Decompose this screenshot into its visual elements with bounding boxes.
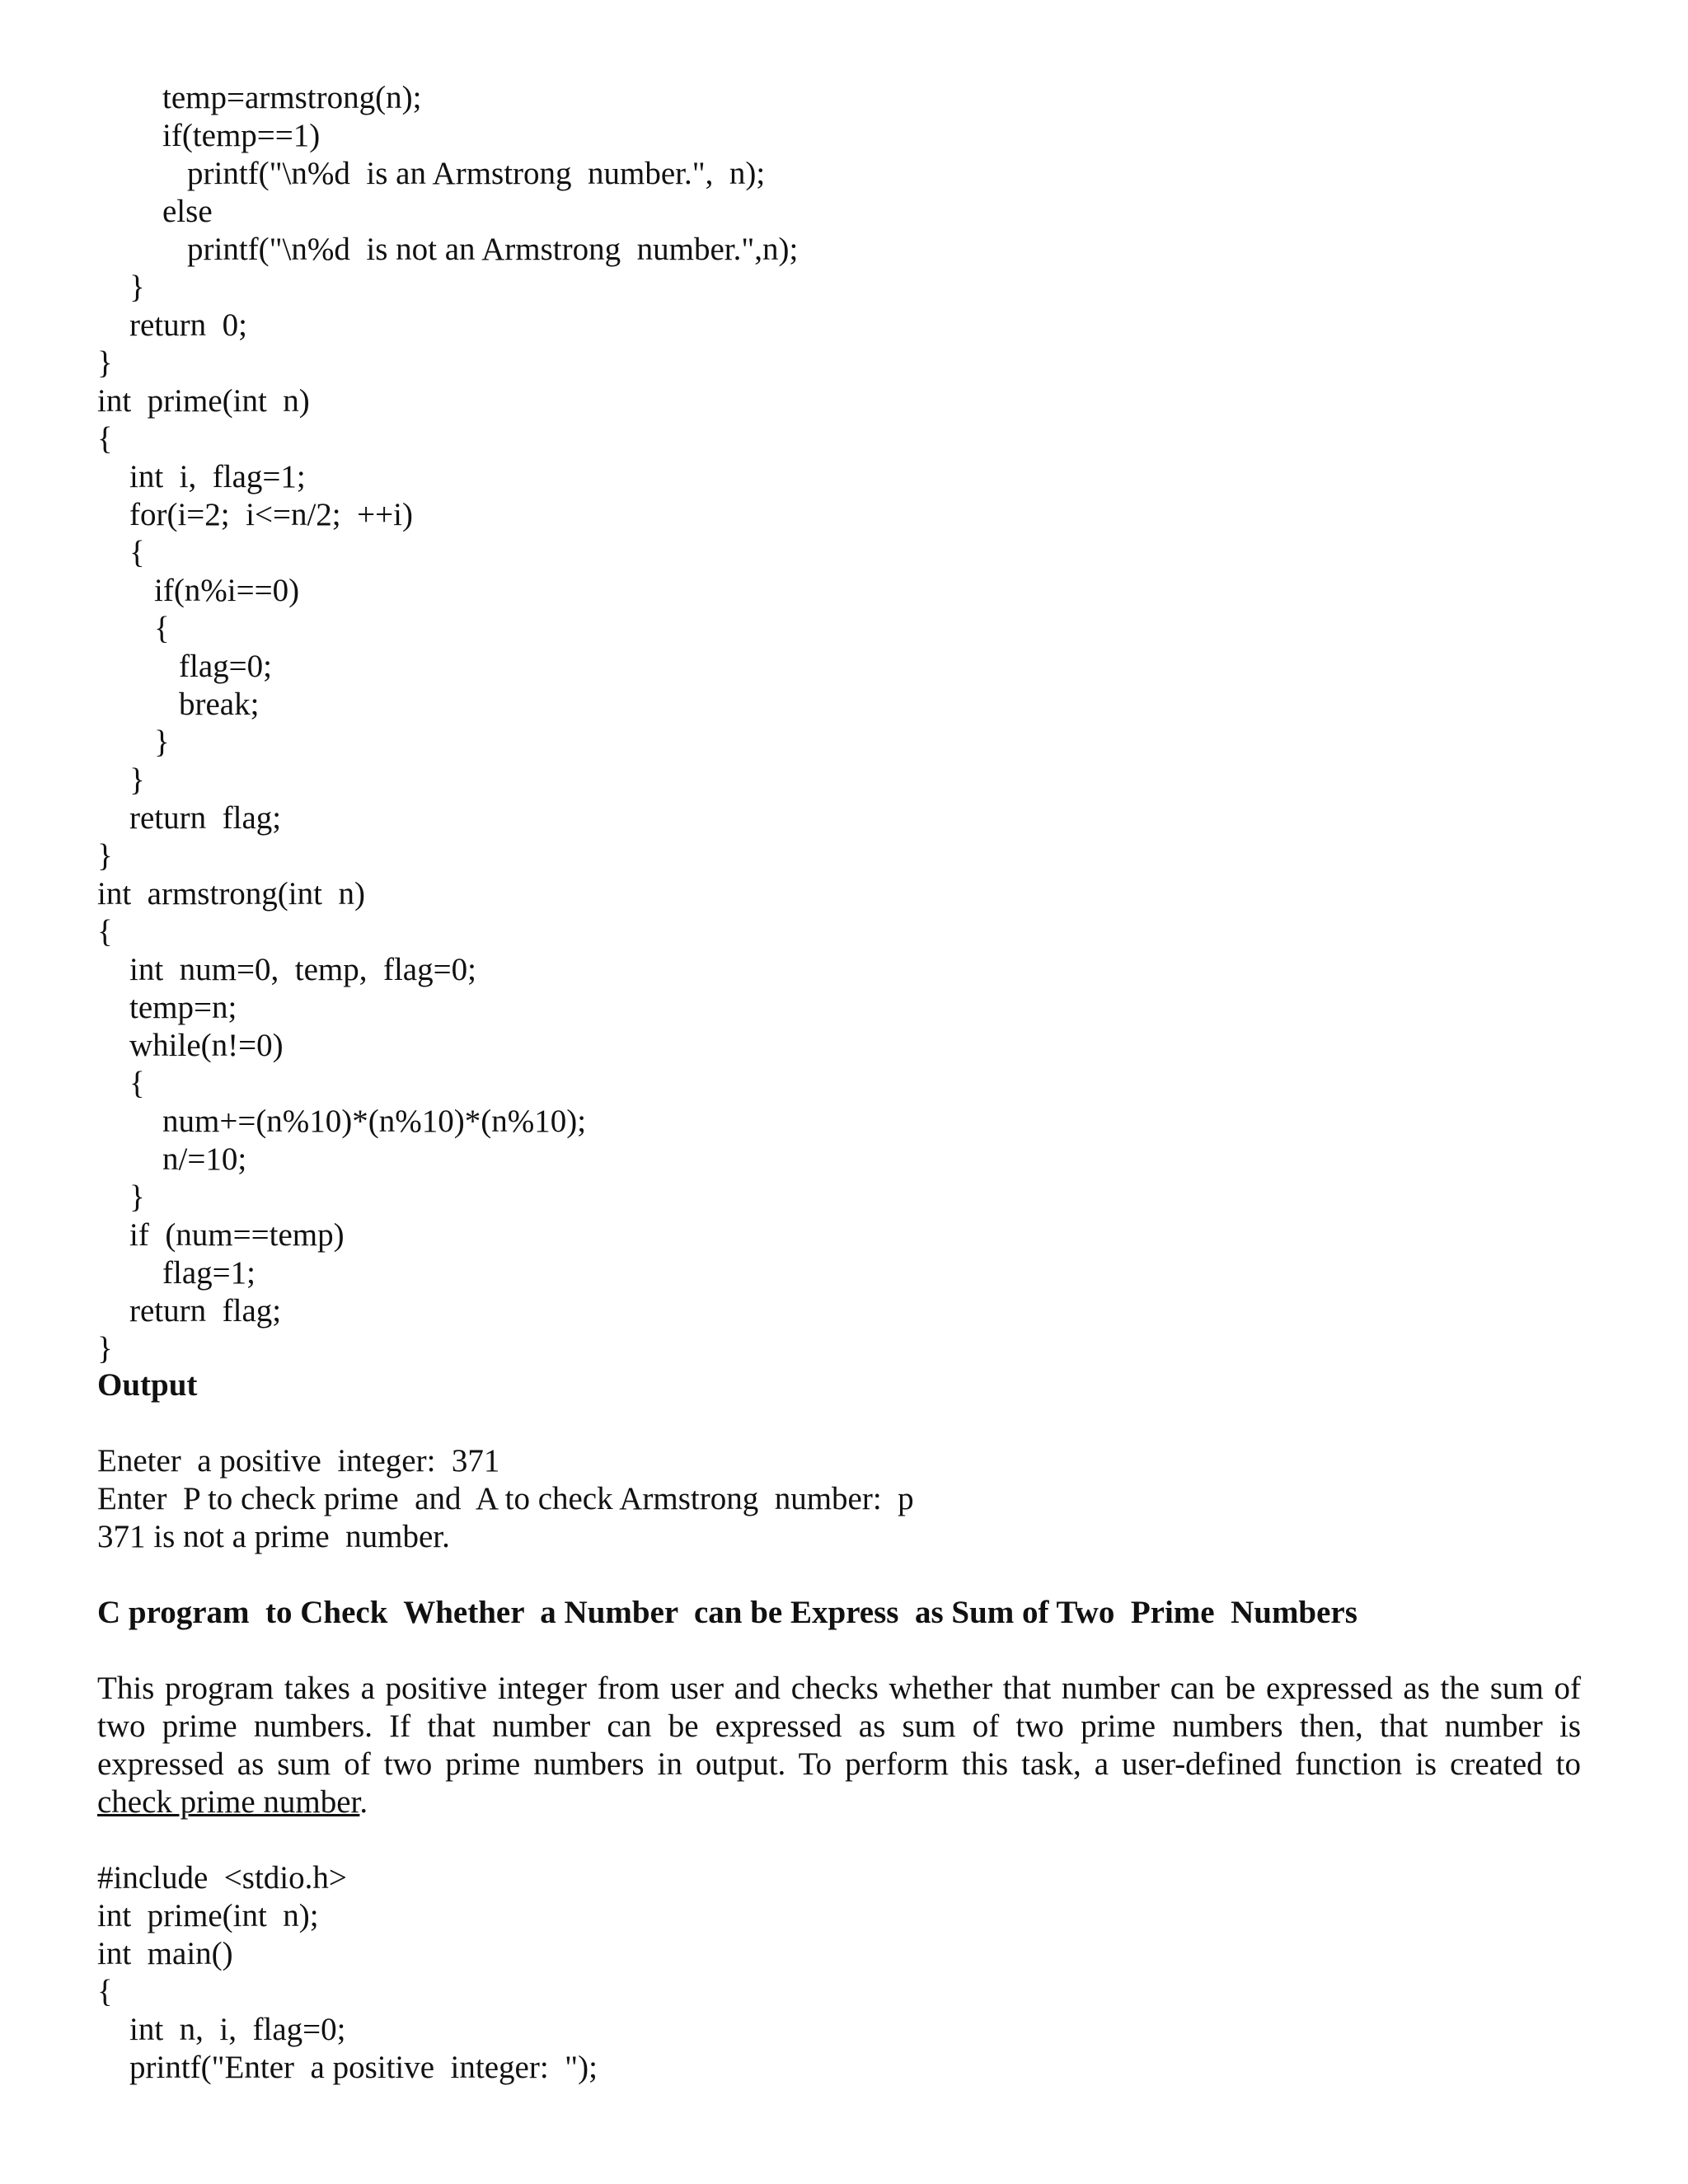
code-line: } (129, 269, 145, 305)
section-heading: C program to Check Whether a Number can be Express as Sum of Two Prime Numbers (97, 1595, 1357, 1630)
code-line: { (97, 1974, 113, 2009)
code-line: { (129, 1066, 145, 1101)
description-paragraph (97, 1670, 1581, 1821)
code-line: } (97, 345, 113, 381)
code-line: int num=0, temp, flag=0; (129, 952, 476, 987)
output-line: 371 is not a prime number. (97, 1519, 450, 1554)
output-line: Eneter a positive integer: 371 (97, 1443, 500, 1479)
code-line: int prime(int n); (97, 1898, 319, 1933)
code-line: return 0; (129, 307, 247, 343)
code-line: n/=10; (162, 1141, 247, 1177)
code-line: break; (179, 687, 260, 722)
code-line: } (129, 1179, 145, 1215)
check-prime-number-link[interactable]: check prime number (97, 1784, 360, 1820)
paragraph-line (97, 1783, 1581, 1821)
paragraph-end: . (359, 1784, 368, 1820)
code-line: int prime(int n) (97, 383, 310, 419)
paragraph-line: This program takes a positive integer from user and checks whether that number can be expressed as the sum of (97, 1671, 1581, 1706)
code-line: temp=n; (129, 990, 237, 1025)
code-line: int armstrong(int n) (97, 876, 365, 912)
code-line: num+=(n%10)*(n%10)*(n%10); (162, 1104, 587, 1139)
code-line: for(i=2; i<=n/2; ++i) (129, 497, 413, 532)
code-line: if (num==temp) (129, 1217, 345, 1253)
code-line: if(n%i==0) (154, 573, 300, 608)
paragraph-line: two prime numbers. If that number can be expressed as sum of two prime numbers then, that number is (97, 1708, 1581, 1744)
code-line: printf("\n%d is an Armstrong number.", n); (187, 156, 766, 191)
code-line: { (154, 611, 170, 646)
code-line: if(temp==1) (162, 118, 321, 153)
code-line: #include <stdio.h> (97, 1860, 347, 1896)
code-line: { (97, 914, 113, 949)
code-line: while(n!=0) (129, 1028, 284, 1063)
code-line: } (129, 762, 145, 798)
code-line: int i, flag=1; (129, 459, 306, 494)
code-line: printf("Enter a positive integer: "); (129, 2050, 598, 2085)
code-line: return flag; (129, 800, 282, 836)
code-line: return flag; (129, 1293, 282, 1329)
code-line: flag=1; (162, 1255, 256, 1291)
code-line: int n, i, flag=0; (129, 2012, 346, 2047)
paragraph-line: expressed as sum of two prime numbers in output. To perform this task, a user-defined function is created to (97, 1746, 1581, 1782)
code-line: } (97, 1331, 113, 1366)
output-line: Enter P to check prime and A to check Armstrong number: p (97, 1481, 914, 1516)
code-line: } (154, 724, 170, 760)
code-line: int main() (97, 1936, 233, 1971)
code-line: { (129, 535, 145, 570)
code-line: flag=0; (179, 649, 272, 684)
code-line: } (97, 838, 113, 874)
code-line: printf("\n%d is not an Armstrong number.",n); (187, 232, 799, 267)
code-line: { (97, 421, 113, 457)
code-line: else (162, 194, 213, 229)
code-line: temp=armstrong(n); (162, 80, 422, 115)
output-heading: Output (97, 1367, 198, 1403)
